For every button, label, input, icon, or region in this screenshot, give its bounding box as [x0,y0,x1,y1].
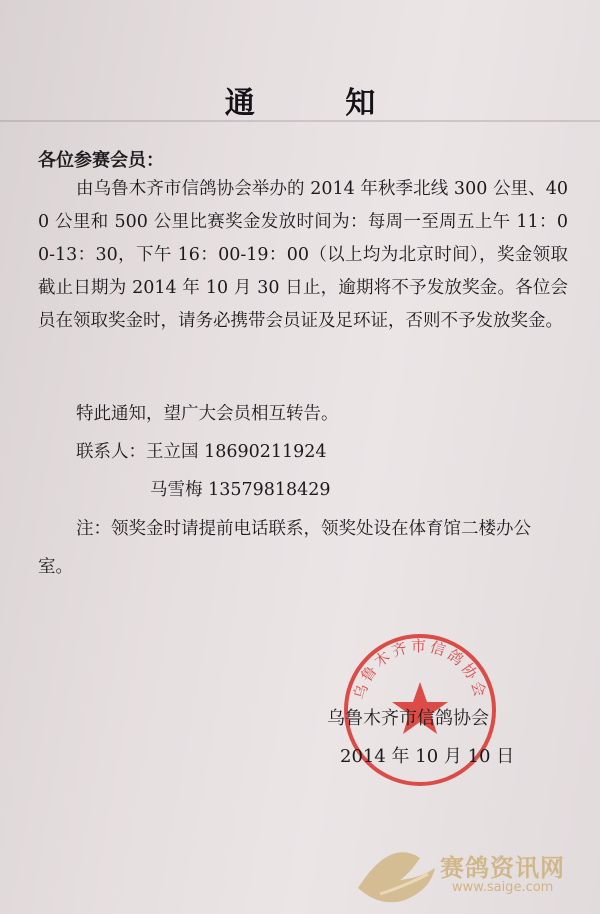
contact-phone-1: 18690211924 [204,442,327,462]
salutation: 各位参赛会员： [38,150,164,171]
contact-name-2: 马雪梅 [150,480,203,500]
contact-phone-2: 13579818429 [208,480,331,500]
issuing-organization: 乌鲁木齐市信鸽协会 [327,708,489,729]
notice-title: 通 知 [224,86,416,121]
notice-note: 注：领奖金时请提前电话联系，领奖处设在体育馆二楼办公室。 [38,519,531,577]
seal-text: 乌鲁木齐市信鸽协会 [350,637,490,702]
contact-name-1: 王立国 [146,442,199,462]
contact-label: 联系人： [76,442,146,462]
contact-row-2 [150,476,331,501]
notice-body: 由乌鲁木齐市信鸽协会举办的 2014 年秋季北线 300 公里、400 公里和 500 公里比赛奖金发放时间为：每周一至周五上午 11：00-13：30，下午 16：00-19：00（以上均为北京时间），奖金领取截止日期为 2014 年 10 月 30 日止，逾期将不予发放奖金。各位会员在领取奖金时，请务必携带会员证及足环证，否则不予发放奖金。 [38,179,568,331]
watermark-url: www.saige.com [452,880,554,895]
issue-date: 2014 年 10 月 10 日 [340,746,515,767]
closing-line: 特此通知，望广大会员相互转告。 [76,404,339,424]
watermark-site-name: 赛鸽资讯网 [440,854,565,882]
contact-row-1 [76,438,327,463]
